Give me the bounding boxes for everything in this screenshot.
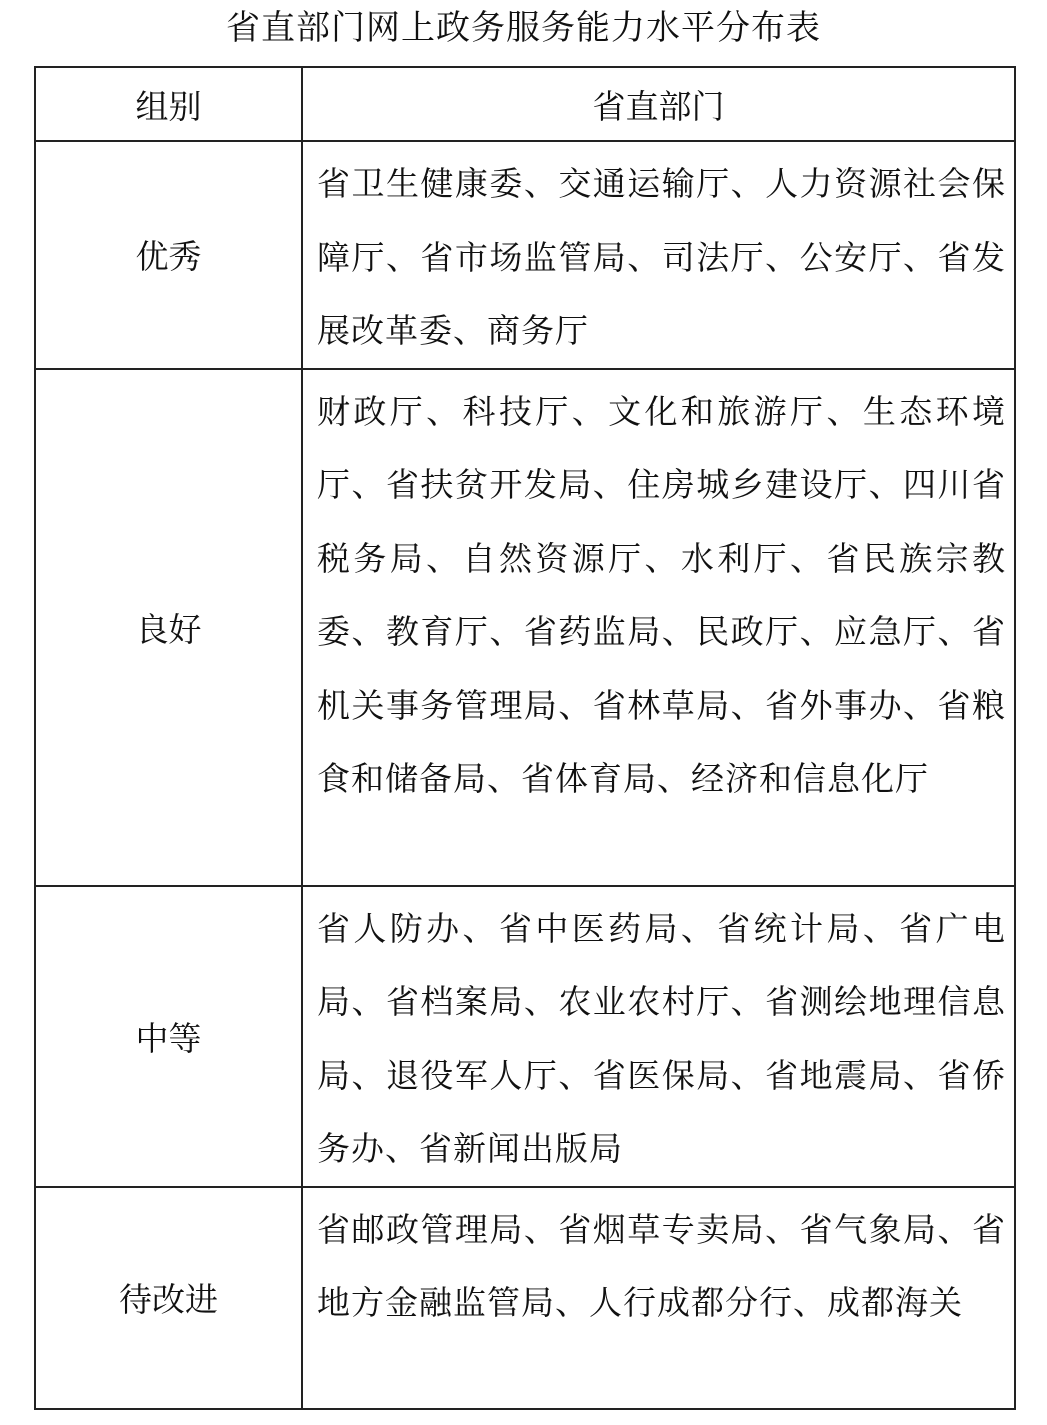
departments-cell: 财政厅、科技厅、文化和旅游厅、生态环境厅、省扶贫开发局、住房城乡建设厅、四川省税务局、自然资源厅、水利厅、省民族宗教委、教育厅、省药监局、民政厅、应急厅、省机关事务管理局、省林草局、省外事办、省粮食和储备局、省体育局、经济和信息化厅	[302, 369, 1015, 886]
table-row	[35, 886, 1015, 1187]
departments-cell: 省卫生健康委、交通运输厅、人力资源社会保障厅、省市场监管局、司法厅、公安厅、省发展改革委、商务厅	[302, 141, 1015, 369]
table-row	[35, 1187, 1015, 1409]
table-title: 省直部门网上政务服务能力水平分布表	[226, 8, 821, 48]
group-cell: 中等	[35, 886, 302, 1187]
table-row	[35, 141, 1015, 369]
distribution-table	[34, 66, 1016, 1410]
group-cell: 优秀	[35, 141, 302, 369]
column-header-group: 组别	[35, 67, 302, 141]
table-header-row	[35, 67, 1015, 141]
column-header-departments: 省直部门	[302, 67, 1015, 141]
departments-cell: 省邮政管理局、省烟草专卖局、省气象局、省地方金融监管局、人行成都分行、成都海关	[302, 1187, 1015, 1409]
table-row	[35, 369, 1015, 886]
group-cell: 良好	[35, 369, 302, 886]
group-cell: 待改进	[35, 1187, 302, 1409]
departments-cell: 省人防办、省中医药局、省统计局、省广电局、省档案局、农业农村厅、省测绘地理信息局、退役军人厅、省医保局、省地震局、省侨务办、省新闻出版局	[302, 886, 1015, 1187]
